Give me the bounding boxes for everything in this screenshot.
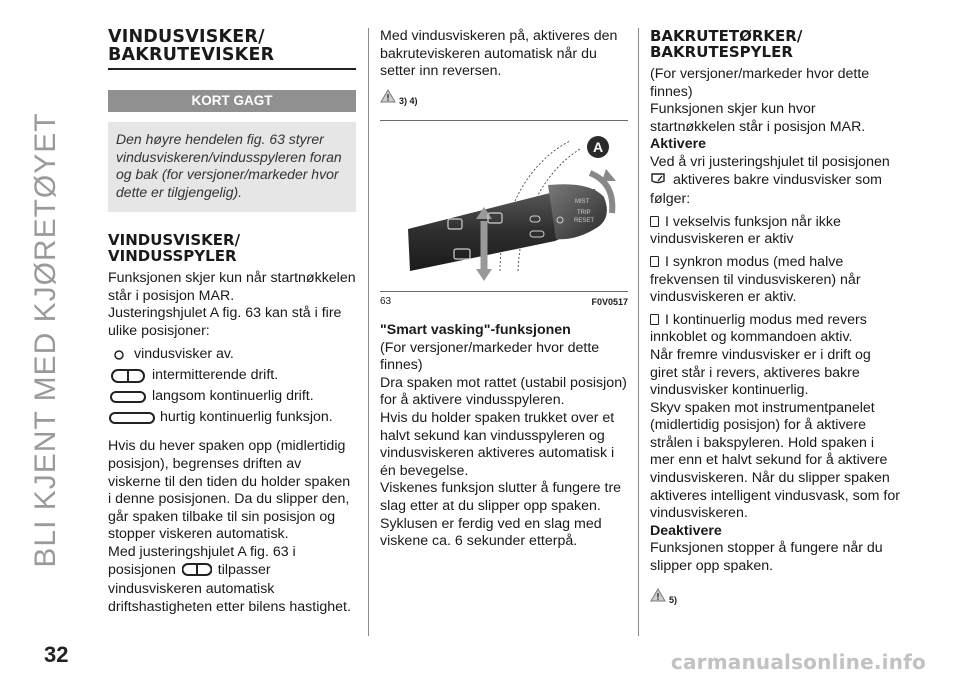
column-divider [638, 28, 639, 636]
section-side-title: BLI KJENT MED KJØRETØYET [29, 112, 62, 568]
checkbox-bullet-icon [650, 314, 659, 325]
warning-icon [650, 588, 666, 608]
main-heading-line-2: BAKRUTEVISKER [108, 45, 275, 65]
main-heading [108, 28, 356, 70]
smart-text: (For versjoner/markeder hvor dette finnes) Dra spaken mot rattet (ustabil posisjon) for å aktivere vindusspyleren. Hvis du holder spaken trukket over et halvt sekund kan vindusspyleren og vindusviskeren aktiveres automatisk i én bevegelse. Viskenes funksjon slutter å fungere tre slag etter at du slipper opp spaken. Syklusen er ferdig ved en slag med viskene ca. 6 sekunder etterpå. [380, 339, 627, 550]
warning-ref-text: 3) 4) [399, 95, 418, 106]
paragraph-part: Med justeringshjulet A fig. 63 i posisjonen [108, 543, 296, 578]
rear-heading-line-1: BAKRUTETØRKER/ [650, 27, 803, 45]
rear-heading [650, 28, 900, 60]
slow-continuous-icon [108, 391, 148, 403]
paragraph-part: aktiveres bakre vindusvisker som følger: [650, 171, 882, 208]
list-item [650, 312, 900, 347]
paragraph: Hvis du hever spaken opp (midlertidig posisjon), begrenses driften av viskerne til den tiden du holder spaken i denne posisjonen. Da du slipper den, går spaken tilbake til sin posisjon og stopper viskeren automatisk. [108, 438, 351, 543]
watermark: carmanualsonline.info [670, 650, 926, 674]
checkbox-bullet-icon [650, 216, 659, 227]
intermittent-icon [182, 563, 212, 582]
intermittent-icon [108, 369, 148, 383]
smart-heading: "Smart vasking"-funksjonen [380, 321, 571, 338]
position-row [108, 407, 356, 428]
position-row [108, 344, 356, 365]
positions-list [108, 344, 356, 428]
paragraph: Funksjonen skjer kun når startnøkkelen står i posisjon MAR. [108, 270, 356, 304]
position-text: intermitterende drift. [152, 367, 279, 384]
position-row [108, 365, 356, 386]
paragraph-part: tilpasser vindusviskeren automatisk driftshastigheten etter bilens hastighet. [108, 561, 351, 615]
paragraph: (For versjoner/markeder hvor dette finnes) Funksjonen skjer kun hvor startnøkkelen står i posisjon MAR. [650, 66, 870, 135]
aktivere-heading: Aktivere [650, 136, 706, 153]
main-heading-line-1: VINDUSVISKER/ [108, 27, 265, 47]
paragraph: Med vindusviskeren på, aktiveres den bakruteviskeren automatisk når du setter inn reversen. [380, 28, 618, 80]
wiper-lever-illustration [380, 121, 628, 291]
deaktivere-heading: Deaktivere [650, 522, 722, 539]
paragraph: Ved å vri justeringshjulet til posisjonen [650, 153, 890, 170]
figure-number: 63 [380, 296, 392, 308]
kort-gagt-text: Den høyre hendelen fig. 63 styrer vindusviskeren/vindusspyleren foran og bak (for versjoner/markeder hvor dette er tilgjengelig). [108, 122, 356, 212]
list-item-text: I synkron modus (med halve frekvensen til vindusviskeren) når vindusviskeren er aktiv. [650, 253, 861, 306]
figure-reset-label: RESET [574, 218, 595, 225]
fast-continuous-icon [108, 412, 156, 424]
warning-reference [650, 586, 900, 610]
column-1 [108, 28, 356, 616]
figure-code: F0V0517 [591, 297, 628, 308]
figure-callout-a: A [592, 139, 604, 156]
sub-heading [108, 232, 356, 264]
rear-heading-line-2: BAKRUTESPYLER [650, 43, 793, 61]
off-position-icon [108, 349, 130, 361]
kort-gagt-banner: KORT GAGT [108, 90, 356, 112]
position-text: vindusvisker av. [134, 346, 234, 363]
figure-caption [380, 293, 628, 312]
column-2 [380, 28, 628, 551]
list-item-text: I vekselvis funksjon når ikke vindusviskeren er aktiv [650, 213, 841, 248]
warning-ref-text: 5) [669, 594, 678, 605]
figure-63 [380, 120, 628, 292]
list-item-text: I kontinuerlig modus med revers innkoblet og kommandoen aktiv. [650, 311, 867, 346]
paragraph: Justeringshjulet A fig. 63 kan stå i fire ulike posisjoner: [108, 305, 342, 339]
sub-heading-line-1: VINDUSVISKER/ [108, 231, 241, 249]
column-3 [650, 28, 900, 609]
paragraph [108, 544, 356, 616]
checkbox-bullet-icon [650, 256, 659, 267]
figure-trip-label: TRIP [577, 210, 591, 217]
figure-mist-label: MIST [575, 199, 590, 206]
rear-wiper-icon [650, 172, 666, 192]
warning-reference [380, 87, 628, 111]
paragraph: Funksjonen stopper å fungere når du slipper opp spaken. [650, 540, 883, 575]
warning-icon [380, 89, 396, 109]
list-item [650, 214, 900, 249]
column-divider [368, 28, 369, 636]
position-text: hurtig kontinuerlig funksjon. [160, 409, 333, 426]
sub-heading-line-2: VINDUSSPYLER [108, 247, 237, 265]
position-row [108, 386, 356, 407]
paragraph [650, 172, 900, 209]
paragraph: Når fremre vindusvisker er i drift og giret står i revers, aktiveres bakre vindusvisker kontinuerlig. Skyv spaken mot instrumentpanelet (midlertidig posisjon) for å aktivere strålen i bakspyleren. Hold spaken i mer enn et halvt sekund for å aktivere vindusviskeren. Når du slipper spaken aktiveres intelligent vindusvask, som for vindusviskeren. [650, 346, 900, 522]
page-number: 32 [44, 642, 69, 667]
position-text: langsom kontinuerlig drift. [152, 388, 314, 405]
list-item [650, 254, 900, 307]
